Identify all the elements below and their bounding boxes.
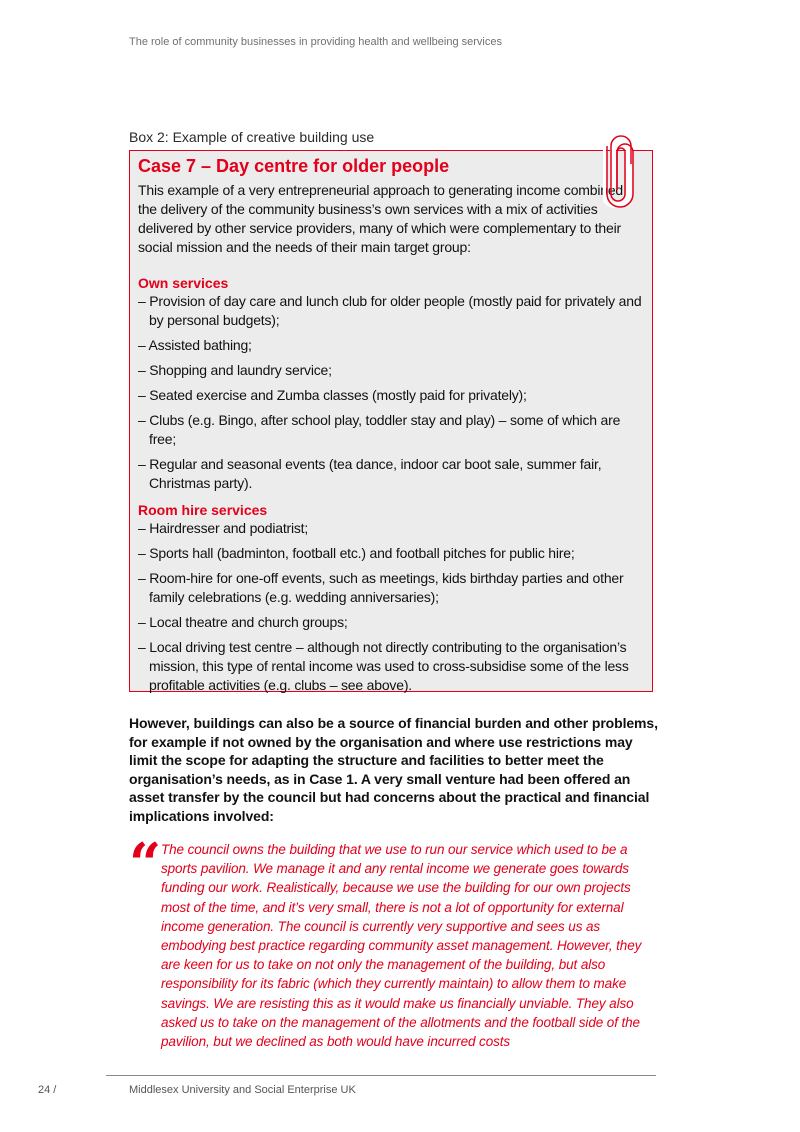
- case-title: Case 7 – Day centre for older people: [138, 156, 450, 176]
- page-number: 24 /: [38, 1084, 57, 1096]
- footer-publisher: Middlesex University and Social Enterprise UK: [129, 1084, 356, 1096]
- room-hire-list: [138, 519, 644, 695]
- quote-mark-icon: “: [129, 831, 162, 897]
- list-item: – Provision of day care and lunch club for older people (mostly paid for privately and by personal budgets);: [138, 293, 642, 328]
- list-item: – Assisted bathing;: [138, 337, 252, 353]
- section-heading-room-hire: Room hire services: [138, 502, 268, 518]
- list-item: – Shopping and laundry service;: [138, 362, 332, 378]
- list-item: – Clubs (e.g. Bingo, after school play, toddler stay and play) – some of which are free;: [138, 412, 621, 447]
- pull-quote: The council owns the building that we use to run our service which used to be a sports pavilion. We manage it and any rental income we generate goes towards funding our work. Realistically, because we use the building for our own projects most of the time, and it’s very small, there is not a lot of opportunity for external income generation. The council is currently very supportive and sees us as embodying best practice regarding community asset management. However, they are keen for us to take on not only the management of the building, but also responsibility for its fabric (which they currently maintain) to allow them to make savings. We are resisting this as it would make us financially unviable. They also asked us to take on the management of the allotments and the football side of the pavilion, but we declined as both would have incurred costs: [161, 842, 642, 1050]
- list-item: – Room-hire for one-off events, such as meetings, kids birthday parties and other family celebrations (e.g. wedding anniversaries);: [138, 570, 624, 605]
- list-item: – Local driving test centre – although not directly contributing to the organisation’s mission, this type of rental income was used to cross-subsidise some of the less profitable activities (e.g. clubs – see above).: [138, 639, 629, 693]
- box-label: Box 2: Example of creative building use: [129, 129, 375, 145]
- list-item: – Hairdresser and podiatrist;: [138, 520, 309, 536]
- list-item: – Regular and seasonal events (tea dance, indoor car boot sale, summer fair, Christmas party).: [138, 456, 602, 491]
- case-intro: This example of a very entrepreneurial approach to generating income combined the delivery of the community business’s own services with a mix of activities delivered by other service providers, many of which were complementary to their social mission and the needs of their main target group:: [138, 182, 623, 255]
- section-heading-own-services: Own services: [138, 275, 229, 291]
- list-item: – Seated exercise and Zumba classes (mostly paid for privately);: [138, 387, 527, 403]
- paperclip-icon: [603, 130, 639, 208]
- footer-divider: [106, 1075, 656, 1076]
- running-header: The role of community businesses in providing health and wellbeing services: [129, 36, 502, 48]
- list-item: – Local theatre and church groups;: [138, 614, 348, 630]
- case-study-box: [129, 150, 653, 692]
- own-services-list: [138, 292, 644, 493]
- body-paragraph: However, buildings can also be a source of financial burden and other problems, for example if not owned by the organisation and where use restrictions may limit the scope for adapting the structure and facilities to better meet the organisation’s needs, as in Case 1. A very small venture had been offered an asset transfer by the council but had concerns about the practical and financial implications involved:: [129, 715, 658, 824]
- list-item: – Sports hall (badminton, football etc.) and football pitches for public hire;: [138, 545, 575, 561]
